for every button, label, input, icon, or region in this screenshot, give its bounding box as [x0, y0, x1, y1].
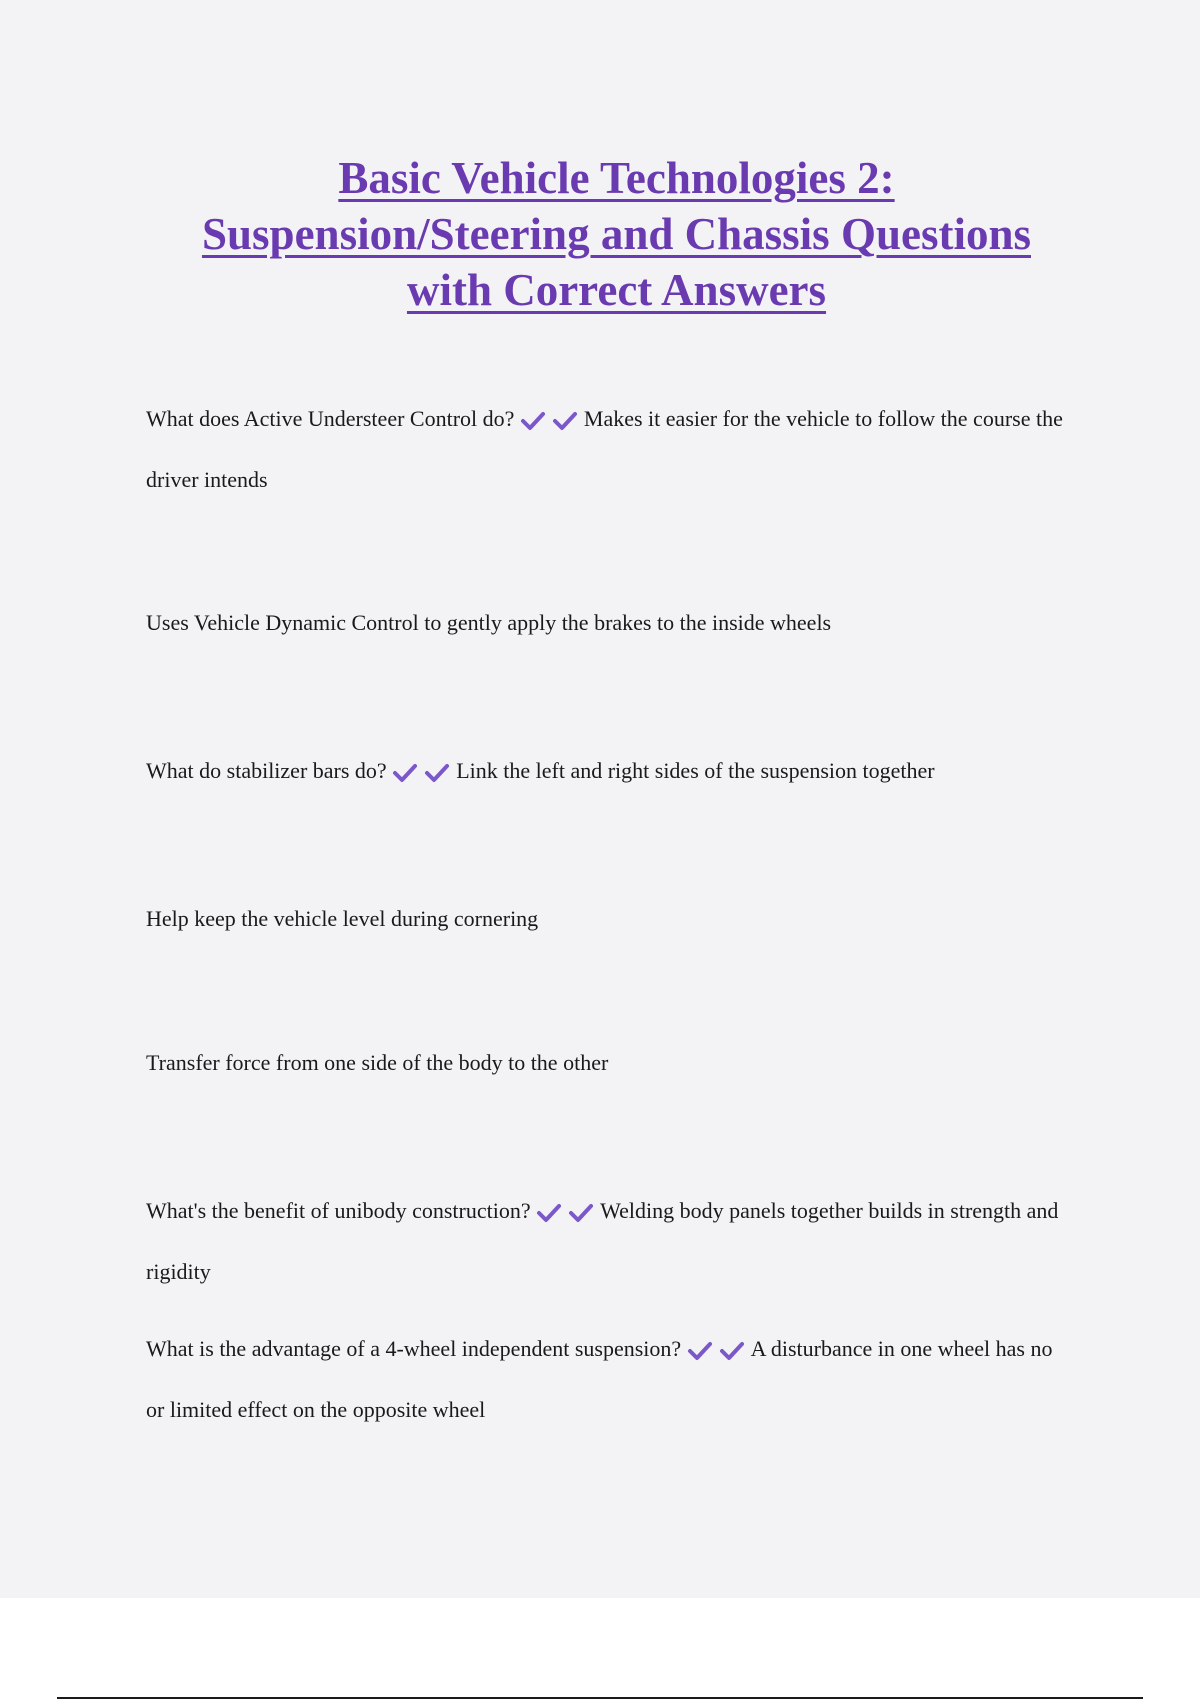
question-text: What is the advantage of a 4-wheel independent suspension? [146, 1336, 682, 1361]
answer-text: Help keep the vehicle level during cornering [146, 906, 539, 931]
answer-text: Transfer force from one side of the body to the other [146, 1050, 609, 1075]
question-text: What does Active Understeer Control do? [146, 406, 515, 431]
title-line-3: with Correct Answers [406, 265, 827, 315]
check-icon [424, 762, 450, 784]
qa-item-3 [146, 740, 1076, 801]
title-line-2: Suspension/Steering and Chassis Questions [201, 209, 1031, 259]
check-icon [552, 410, 578, 432]
check-icon [687, 1340, 713, 1362]
footer-divider [57, 1697, 1143, 1699]
question-text: What do stabilizer bars do? [146, 758, 387, 783]
qa-item-6 [146, 1180, 1076, 1302]
answer-text: Uses Vehicle Dynamic Control to gently apply the brakes to the inside wheels [146, 610, 832, 635]
title-line-1: Basic Vehicle Technologies 2: [338, 153, 895, 203]
check-icon [719, 1340, 745, 1362]
qa-item-7 [146, 1318, 1076, 1440]
check-icon [568, 1202, 594, 1224]
qa-item-4 [146, 888, 1076, 949]
question-text: What's the benefit of unibody construction? [146, 1198, 531, 1223]
answer-text: A disturbance in one wheel has no or limited effect on the opposite wheel [146, 1336, 1053, 1422]
answer-text: Link the left and right sides of the suspension together [456, 758, 935, 783]
qa-item-2 [146, 592, 1076, 653]
check-icon [520, 410, 546, 432]
qa-item-5 [146, 1032, 1076, 1093]
answer-text: Welding body panels together builds in strength and rigidity [146, 1198, 1059, 1284]
document-title [120, 150, 1113, 318]
check-icon [536, 1202, 562, 1224]
qa-item-1 [146, 388, 1076, 510]
check-icon [392, 762, 418, 784]
answer-text: Makes it easier for the vehicle to follow the course the driver intends [146, 406, 1063, 492]
